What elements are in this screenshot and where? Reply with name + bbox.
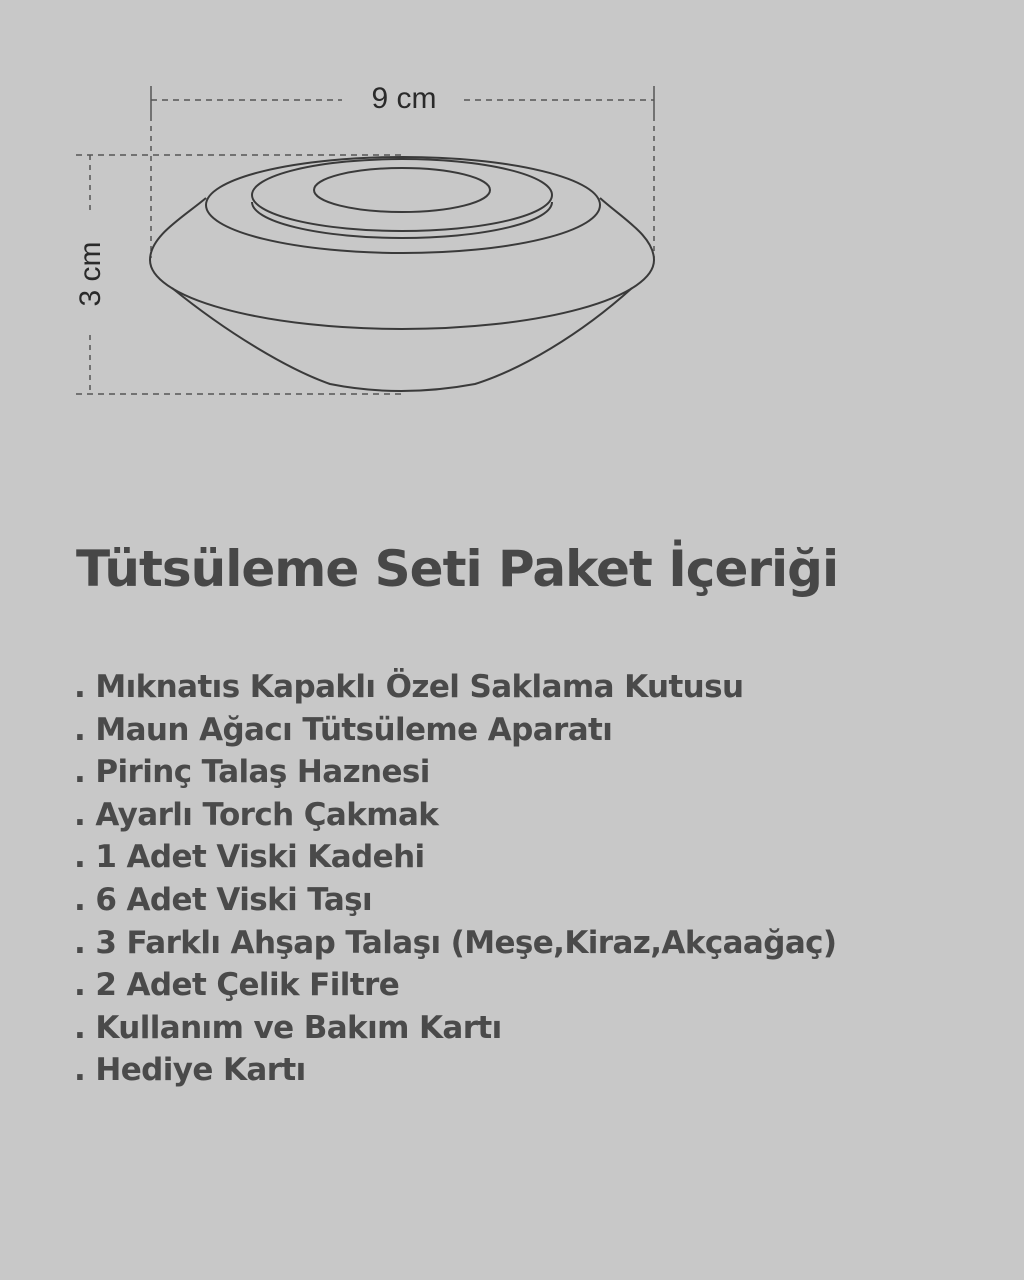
list-item: . Ayarlı Torch Çakmak xyxy=(74,796,439,833)
list-item: . 3 Farklı Ahşap Talaşı (Meşe,Kiraz,Akçaağaç) xyxy=(74,924,837,961)
list-item: . Kullanım ve Bakım Kartı xyxy=(74,1009,502,1046)
height-label: 3 cm xyxy=(74,241,107,307)
width-label: 9 cm xyxy=(371,82,437,115)
list-item: . Hediye Kartı xyxy=(74,1052,306,1089)
list-item: . 1 Adet Viski Kadehi xyxy=(74,839,425,876)
list-item: . 6 Adet Viski Taşı xyxy=(74,881,373,918)
page-title: Tütsüleme Seti Paket İçeriği xyxy=(76,540,839,598)
list-item: . 2 Adet Çelik Filtre xyxy=(74,967,400,1004)
package-contents-list xyxy=(74,666,974,1092)
product-dimension-diagram xyxy=(0,0,1024,440)
list-item: . Pirinç Talaş Haznesi xyxy=(74,754,430,791)
smoker-puck-outline xyxy=(150,157,654,391)
list-item: . Maun Ağacı Tütsüleme Aparatı xyxy=(74,711,613,748)
list-item: . Mıknatıs Kapaklı Özel Saklama Kutusu xyxy=(74,669,744,705)
